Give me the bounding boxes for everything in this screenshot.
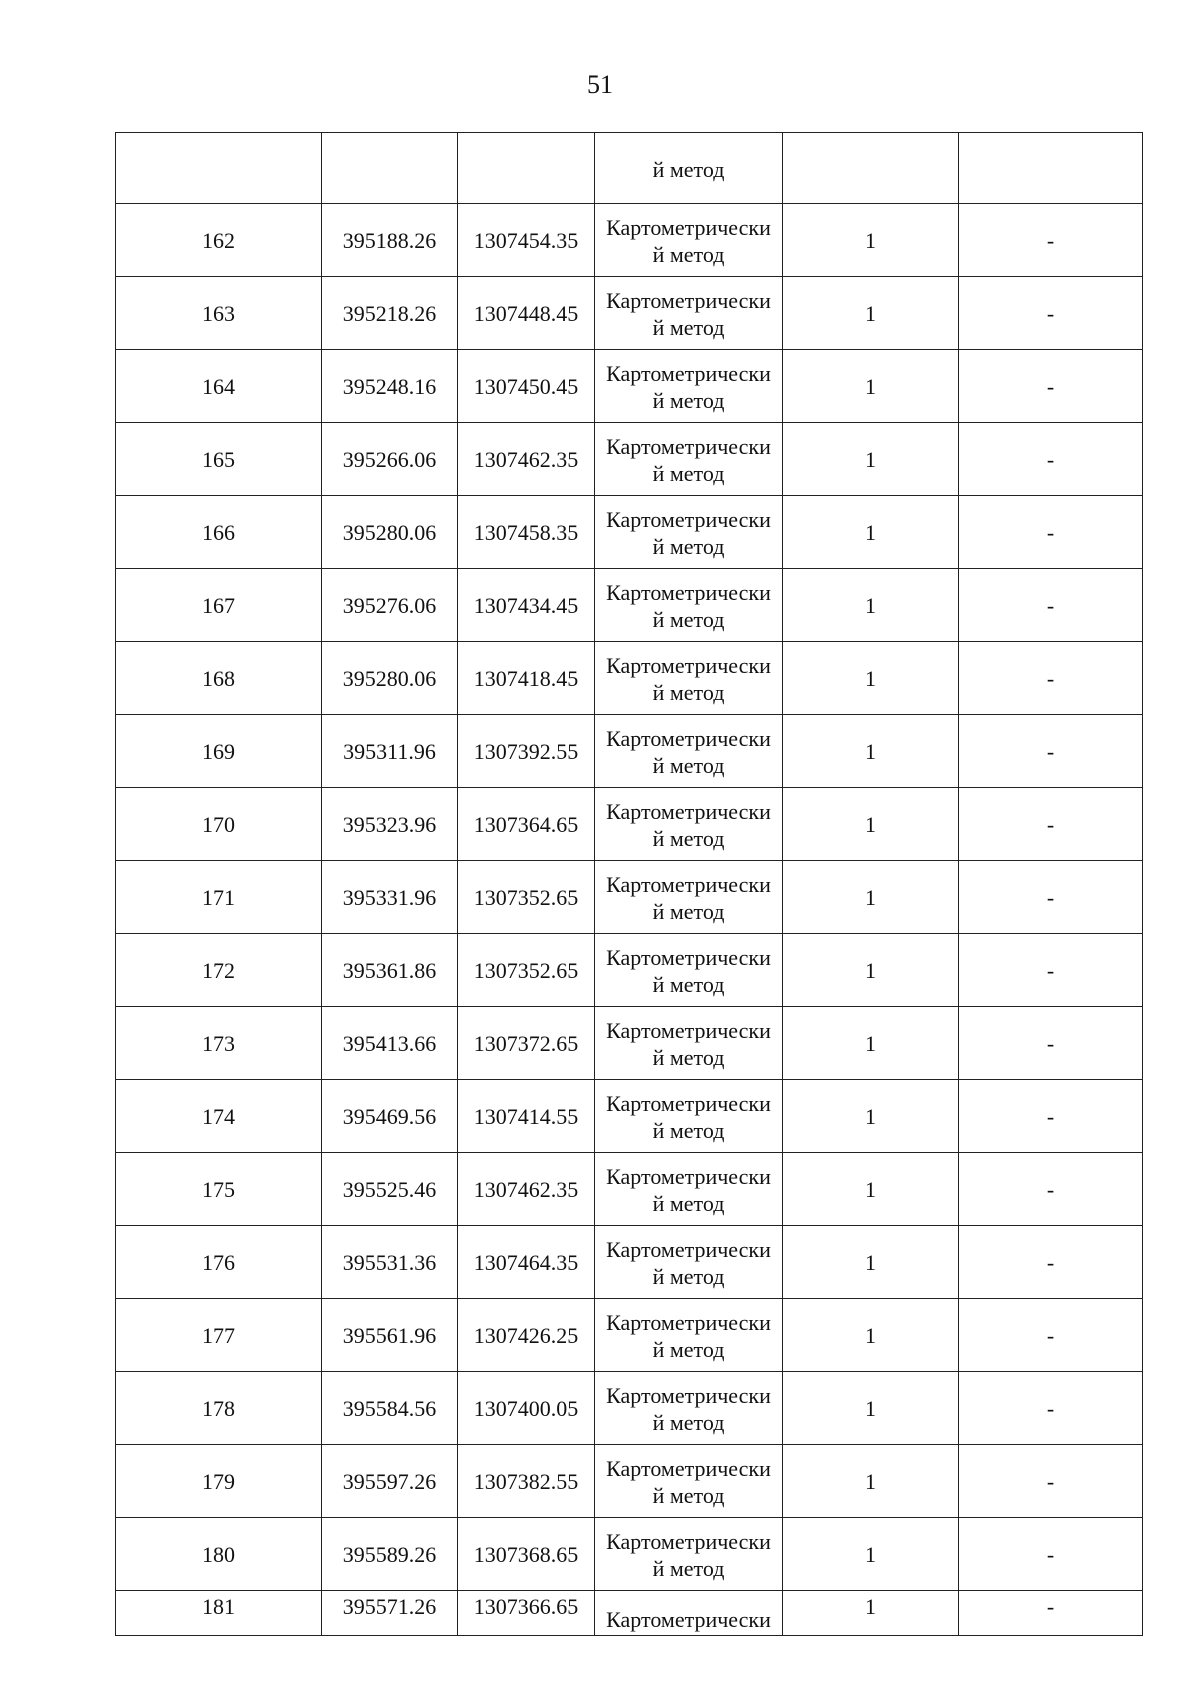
x-coordinate-cell: 395188.26: [322, 204, 458, 277]
method-line-2: й метод: [652, 388, 725, 413]
accuracy-cell: 1: [783, 277, 959, 350]
accuracy-cell: 1: [783, 350, 959, 423]
y-coordinate-cell: 1307450.45: [458, 350, 595, 423]
method-cell: [595, 1007, 783, 1080]
point-number-cell: 168: [116, 642, 322, 715]
accuracy-cell: [783, 133, 959, 204]
note-cell: -: [959, 1518, 1143, 1591]
note-cell: -: [959, 715, 1143, 788]
x-coordinate-cell: 395469.56: [322, 1080, 458, 1153]
x-coordinate-cell: 395218.26: [322, 277, 458, 350]
y-coordinate-cell: 1307454.35: [458, 204, 595, 277]
note-cell: -: [959, 642, 1143, 715]
accuracy-cell: 1: [783, 788, 959, 861]
method-line-2: й метод: [652, 534, 725, 559]
note-cell: -: [959, 569, 1143, 642]
note-cell: -: [959, 423, 1143, 496]
method-cell: [595, 277, 783, 350]
method-cell: [595, 1372, 783, 1445]
accuracy-cell: 1: [783, 1299, 959, 1372]
accuracy-cell: 1: [783, 496, 959, 569]
method-cell: [595, 642, 783, 715]
note-cell: -: [959, 1153, 1143, 1226]
table-row: [116, 350, 1143, 423]
table-row: [116, 1007, 1143, 1080]
note-cell: -: [959, 1226, 1143, 1299]
method-line-2: й метод: [652, 461, 725, 486]
method-cell: [595, 423, 783, 496]
method-line-1: Картометрически: [606, 507, 771, 532]
x-coordinate-cell: 395361.86: [322, 934, 458, 1007]
point-number-cell: 163: [116, 277, 322, 350]
y-coordinate-cell: 1307366.65: [458, 1591, 595, 1636]
table-row: [116, 788, 1143, 861]
method-line-2: й метод: [652, 753, 725, 778]
method-line-1: Картометрически: [606, 1456, 771, 1481]
method-line-1: Картометрически: [606, 1310, 771, 1335]
x-coordinate-cell: 395311.96: [322, 715, 458, 788]
method-line-2: й метод: [652, 680, 725, 705]
note-cell: -: [959, 934, 1143, 1007]
y-coordinate-cell: [458, 133, 595, 204]
coordinates-table: [115, 132, 1143, 1636]
method-line-2: й метод: [652, 1483, 725, 1508]
x-coordinate-cell: [322, 133, 458, 204]
method-line-1: Картометрически: [606, 726, 771, 751]
method-line-2: й метод: [652, 972, 725, 997]
table-row: [116, 861, 1143, 934]
accuracy-cell: 1: [783, 1226, 959, 1299]
method-cell: [595, 350, 783, 423]
x-coordinate-cell: 395280.06: [322, 642, 458, 715]
note-cell: -: [959, 1299, 1143, 1372]
y-coordinate-cell: 1307448.45: [458, 277, 595, 350]
x-coordinate-cell: 395248.16: [322, 350, 458, 423]
accuracy-cell: 1: [783, 1372, 959, 1445]
method-line-1: Картометрически: [606, 361, 771, 386]
continuation-row: [116, 133, 1143, 204]
x-coordinate-cell: 395597.26: [322, 1445, 458, 1518]
method-line-2: й метод: [652, 1191, 725, 1216]
note-cell: -: [959, 1080, 1143, 1153]
point-number-cell: 162: [116, 204, 322, 277]
method-cell: [595, 1518, 783, 1591]
method-cell: [595, 1080, 783, 1153]
y-coordinate-cell: 1307364.65: [458, 788, 595, 861]
point-number-cell: 179: [116, 1445, 322, 1518]
point-number-cell: 174: [116, 1080, 322, 1153]
accuracy-cell: 1: [783, 1445, 959, 1518]
table-row: [116, 204, 1143, 277]
method-cell: [595, 1226, 783, 1299]
note-cell: -: [959, 496, 1143, 569]
method-line-2: й метод: [652, 242, 725, 267]
accuracy-cell: 1: [783, 934, 959, 1007]
x-coordinate-cell: 395266.06: [322, 423, 458, 496]
x-coordinate-cell: 395323.96: [322, 788, 458, 861]
accuracy-cell: 1: [783, 423, 959, 496]
method-cell: [595, 1153, 783, 1226]
accuracy-cell: 1: [783, 861, 959, 934]
method-line-2: й метод: [652, 1337, 725, 1362]
method-cell: [595, 1299, 783, 1372]
method-line-2: й метод: [652, 1045, 725, 1070]
point-number-cell: 167: [116, 569, 322, 642]
method-cell: й метод: [595, 133, 783, 204]
x-coordinate-cell: 395561.96: [322, 1299, 458, 1372]
y-coordinate-cell: 1307458.35: [458, 496, 595, 569]
note-cell: -: [959, 277, 1143, 350]
method-line-1: Картометрически: [606, 288, 771, 313]
method-cell: [595, 569, 783, 642]
x-coordinate-cell: 395276.06: [322, 569, 458, 642]
y-coordinate-cell: 1307368.65: [458, 1518, 595, 1591]
method-cell: [595, 934, 783, 1007]
point-number-cell: 164: [116, 350, 322, 423]
y-coordinate-cell: 1307434.45: [458, 569, 595, 642]
table-row: [116, 1299, 1143, 1372]
note-cell: -: [959, 350, 1143, 423]
y-coordinate-cell: 1307464.35: [458, 1226, 595, 1299]
point-number-cell: 165: [116, 423, 322, 496]
note-cell: -: [959, 1007, 1143, 1080]
y-coordinate-cell: 1307462.35: [458, 423, 595, 496]
method-cell: [595, 861, 783, 934]
accuracy-cell: 1: [783, 642, 959, 715]
note-cell: -: [959, 204, 1143, 277]
x-coordinate-cell: 395280.06: [322, 496, 458, 569]
table-row: [116, 1226, 1143, 1299]
point-number-cell: 180: [116, 1518, 322, 1591]
table-row: [116, 1153, 1143, 1226]
table-row: [116, 1372, 1143, 1445]
method-line-1: Картометрически: [606, 1091, 771, 1116]
method-cell: [595, 788, 783, 861]
y-coordinate-cell: 1307426.25: [458, 1299, 595, 1372]
note-cell: [959, 133, 1143, 204]
method-line-1: Картометрически: [606, 872, 771, 897]
method-line-1: Картометрически: [606, 653, 771, 678]
point-number-cell: 172: [116, 934, 322, 1007]
accuracy-cell: 1: [783, 204, 959, 277]
note-cell: -: [959, 1372, 1143, 1445]
note-cell: -: [959, 1591, 1143, 1636]
table-row: [116, 715, 1143, 788]
x-coordinate-cell: 395571.26: [322, 1591, 458, 1636]
x-coordinate-cell: 395413.66: [322, 1007, 458, 1080]
table-row: [116, 934, 1143, 1007]
method-line-1: Картометрически: [606, 434, 771, 459]
accuracy-cell: 1: [783, 1591, 959, 1636]
page-number: 51: [587, 70, 613, 99]
method-cell: [595, 715, 783, 788]
accuracy-cell: 1: [783, 1007, 959, 1080]
method-line-1: Картометрически: [606, 1018, 771, 1043]
method-line-1: Картометрически: [606, 580, 771, 605]
method-line-1: Картометрически: [606, 1529, 771, 1554]
accuracy-cell: 1: [783, 569, 959, 642]
x-coordinate-cell: 395584.56: [322, 1372, 458, 1445]
table-row: [116, 1518, 1143, 1591]
x-coordinate-cell: 395589.26: [322, 1518, 458, 1591]
point-number-cell: 173: [116, 1007, 322, 1080]
point-number-cell: 177: [116, 1299, 322, 1372]
y-coordinate-cell: 1307462.35: [458, 1153, 595, 1226]
note-cell: -: [959, 788, 1143, 861]
note-cell: -: [959, 1445, 1143, 1518]
point-number-cell: 181: [116, 1591, 322, 1636]
point-number-cell: 169: [116, 715, 322, 788]
method-line-2: й метод: [652, 315, 725, 340]
y-coordinate-cell: 1307392.55: [458, 715, 595, 788]
y-coordinate-cell: 1307352.65: [458, 934, 595, 1007]
method-line-2: й метод: [652, 1410, 725, 1435]
method-line-2: й метод: [652, 899, 725, 924]
method-line-1: Картометрически: [606, 215, 771, 240]
method-line-1: Картометрически: [606, 945, 771, 970]
y-coordinate-cell: 1307352.65: [458, 861, 595, 934]
method-line-1: Картометрически: [606, 1164, 771, 1189]
x-coordinate-cell: 395331.96: [322, 861, 458, 934]
method-cell: [595, 1445, 783, 1518]
table-row: [116, 642, 1143, 715]
table-row: [116, 569, 1143, 642]
accuracy-cell: 1: [783, 1518, 959, 1591]
point-number-cell: 176: [116, 1226, 322, 1299]
method-cell: Картометрически: [595, 1591, 783, 1636]
method-line-2: й метод: [652, 1264, 725, 1289]
y-coordinate-cell: 1307418.45: [458, 642, 595, 715]
accuracy-cell: 1: [783, 1153, 959, 1226]
method-line-2: й метод: [652, 1556, 725, 1581]
note-cell: -: [959, 861, 1143, 934]
table-row-partial: [116, 1591, 1143, 1636]
accuracy-cell: 1: [783, 1080, 959, 1153]
point-number-cell: 166: [116, 496, 322, 569]
table-row: [116, 423, 1143, 496]
method-cell: [595, 204, 783, 277]
method-line-2: й метод: [652, 607, 725, 632]
y-coordinate-cell: 1307400.05: [458, 1372, 595, 1445]
point-number-cell: 175: [116, 1153, 322, 1226]
y-coordinate-cell: 1307382.55: [458, 1445, 595, 1518]
y-coordinate-cell: 1307372.65: [458, 1007, 595, 1080]
point-number-cell: 170: [116, 788, 322, 861]
method-line-1: Картометрически: [606, 1237, 771, 1262]
table-row: [116, 277, 1143, 350]
table-row: [116, 1080, 1143, 1153]
point-number-cell: [116, 133, 322, 204]
y-coordinate-cell: 1307414.55: [458, 1080, 595, 1153]
method-line-1: Картометрически: [606, 1383, 771, 1408]
x-coordinate-cell: 395525.46: [322, 1153, 458, 1226]
table-row: [116, 496, 1143, 569]
x-coordinate-cell: 395531.36: [322, 1226, 458, 1299]
method-line-1: Картометрически: [606, 799, 771, 824]
accuracy-cell: 1: [783, 715, 959, 788]
method-line-2: й метод: [652, 1118, 725, 1143]
method-line-2: й метод: [652, 826, 725, 851]
point-number-cell: 178: [116, 1372, 322, 1445]
table-row: [116, 1445, 1143, 1518]
method-cell: [595, 496, 783, 569]
table-body: [116, 133, 1143, 1636]
point-number-cell: 171: [116, 861, 322, 934]
